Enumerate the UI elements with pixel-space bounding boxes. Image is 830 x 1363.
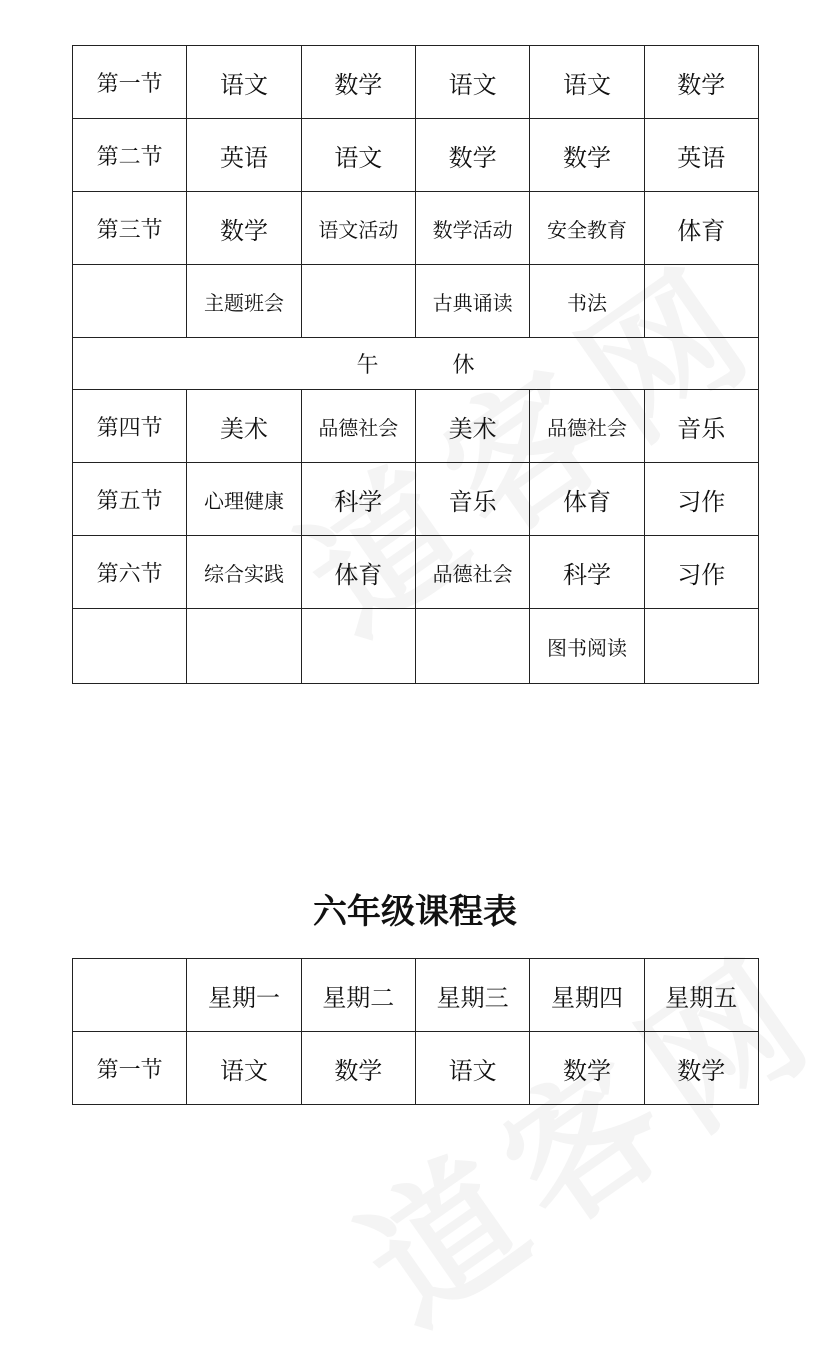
period-label xyxy=(73,609,187,684)
noon-char-1: 午 xyxy=(356,353,379,378)
class-cell xyxy=(301,609,415,684)
class-cell: 语文 xyxy=(187,1032,301,1105)
class-cell: 古典诵读 xyxy=(415,265,529,338)
period-label: 第一节 xyxy=(73,46,187,119)
class-cell: 科学 xyxy=(530,536,644,609)
class-cell: 语文 xyxy=(415,1032,529,1105)
table-row xyxy=(73,119,759,192)
noon-break-row xyxy=(73,338,759,390)
class-cell: 语文 xyxy=(301,119,415,192)
class-cell: 美术 xyxy=(415,390,529,463)
weekday-header: 星期四 xyxy=(530,959,644,1032)
class-cell: 习作 xyxy=(644,536,758,609)
class-cell: 语文活动 xyxy=(301,192,415,265)
weekday-header: 星期二 xyxy=(301,959,415,1032)
class-cell: 书法 xyxy=(530,265,644,338)
noon-char-2: 休 xyxy=(452,353,475,378)
class-cell xyxy=(187,609,301,684)
class-cell: 品德社会 xyxy=(415,536,529,609)
class-cell: 数学 xyxy=(530,119,644,192)
class-cell xyxy=(301,265,415,338)
class-cell: 图书阅读 xyxy=(530,609,644,684)
class-cell: 主题班会 xyxy=(187,265,301,338)
class-cell: 心理健康 xyxy=(187,463,301,536)
header-corner-cell xyxy=(73,959,187,1032)
table-row xyxy=(73,1032,759,1105)
class-cell xyxy=(644,609,758,684)
weekday-header: 星期三 xyxy=(415,959,529,1032)
lower-schedule-table xyxy=(72,958,759,1105)
class-cell: 数学 xyxy=(301,46,415,119)
upper-schedule-table xyxy=(72,45,759,684)
class-cell: 数学 xyxy=(301,1032,415,1105)
class-cell: 英语 xyxy=(187,119,301,192)
weekday-header: 星期五 xyxy=(644,959,758,1032)
table-row xyxy=(73,46,759,119)
period-label: 第四节 xyxy=(73,390,187,463)
class-cell: 品德社会 xyxy=(301,390,415,463)
class-cell: 音乐 xyxy=(415,463,529,536)
class-cell: 语文 xyxy=(415,46,529,119)
class-cell: 语文 xyxy=(530,46,644,119)
class-cell: 数学活动 xyxy=(415,192,529,265)
period-label xyxy=(73,265,187,338)
class-cell: 品德社会 xyxy=(530,390,644,463)
class-cell: 体育 xyxy=(301,536,415,609)
period-label: 第五节 xyxy=(73,463,187,536)
class-cell: 综合实践 xyxy=(187,536,301,609)
class-cell: 语文 xyxy=(187,46,301,119)
class-cell: 数学 xyxy=(530,1032,644,1105)
class-cell: 体育 xyxy=(644,192,758,265)
class-cell: 科学 xyxy=(301,463,415,536)
class-cell: 数学 xyxy=(187,192,301,265)
class-cell: 音乐 xyxy=(644,390,758,463)
class-cell: 数学 xyxy=(415,119,529,192)
class-cell: 安全教育 xyxy=(530,192,644,265)
table-row xyxy=(73,463,759,536)
class-cell: 美术 xyxy=(187,390,301,463)
class-cell: 习作 xyxy=(644,463,758,536)
noon-break-cell xyxy=(73,338,759,390)
class-cell xyxy=(415,609,529,684)
period-label: 第三节 xyxy=(73,192,187,265)
schedule-title: 六年级课程表 xyxy=(313,892,517,932)
class-cell: 英语 xyxy=(644,119,758,192)
period-label: 第六节 xyxy=(73,536,187,609)
table-row xyxy=(73,265,759,338)
period-label: 第二节 xyxy=(73,119,187,192)
class-cell: 数学 xyxy=(644,46,758,119)
table-header-row xyxy=(73,959,759,1032)
class-cell xyxy=(644,265,758,338)
class-cell: 体育 xyxy=(530,463,644,536)
table-row xyxy=(73,390,759,463)
table-row xyxy=(73,192,759,265)
weekday-header: 星期一 xyxy=(187,959,301,1032)
period-label: 第一节 xyxy=(73,1032,187,1105)
class-cell: 数学 xyxy=(644,1032,758,1105)
table-row xyxy=(73,536,759,609)
table-row xyxy=(73,609,759,684)
